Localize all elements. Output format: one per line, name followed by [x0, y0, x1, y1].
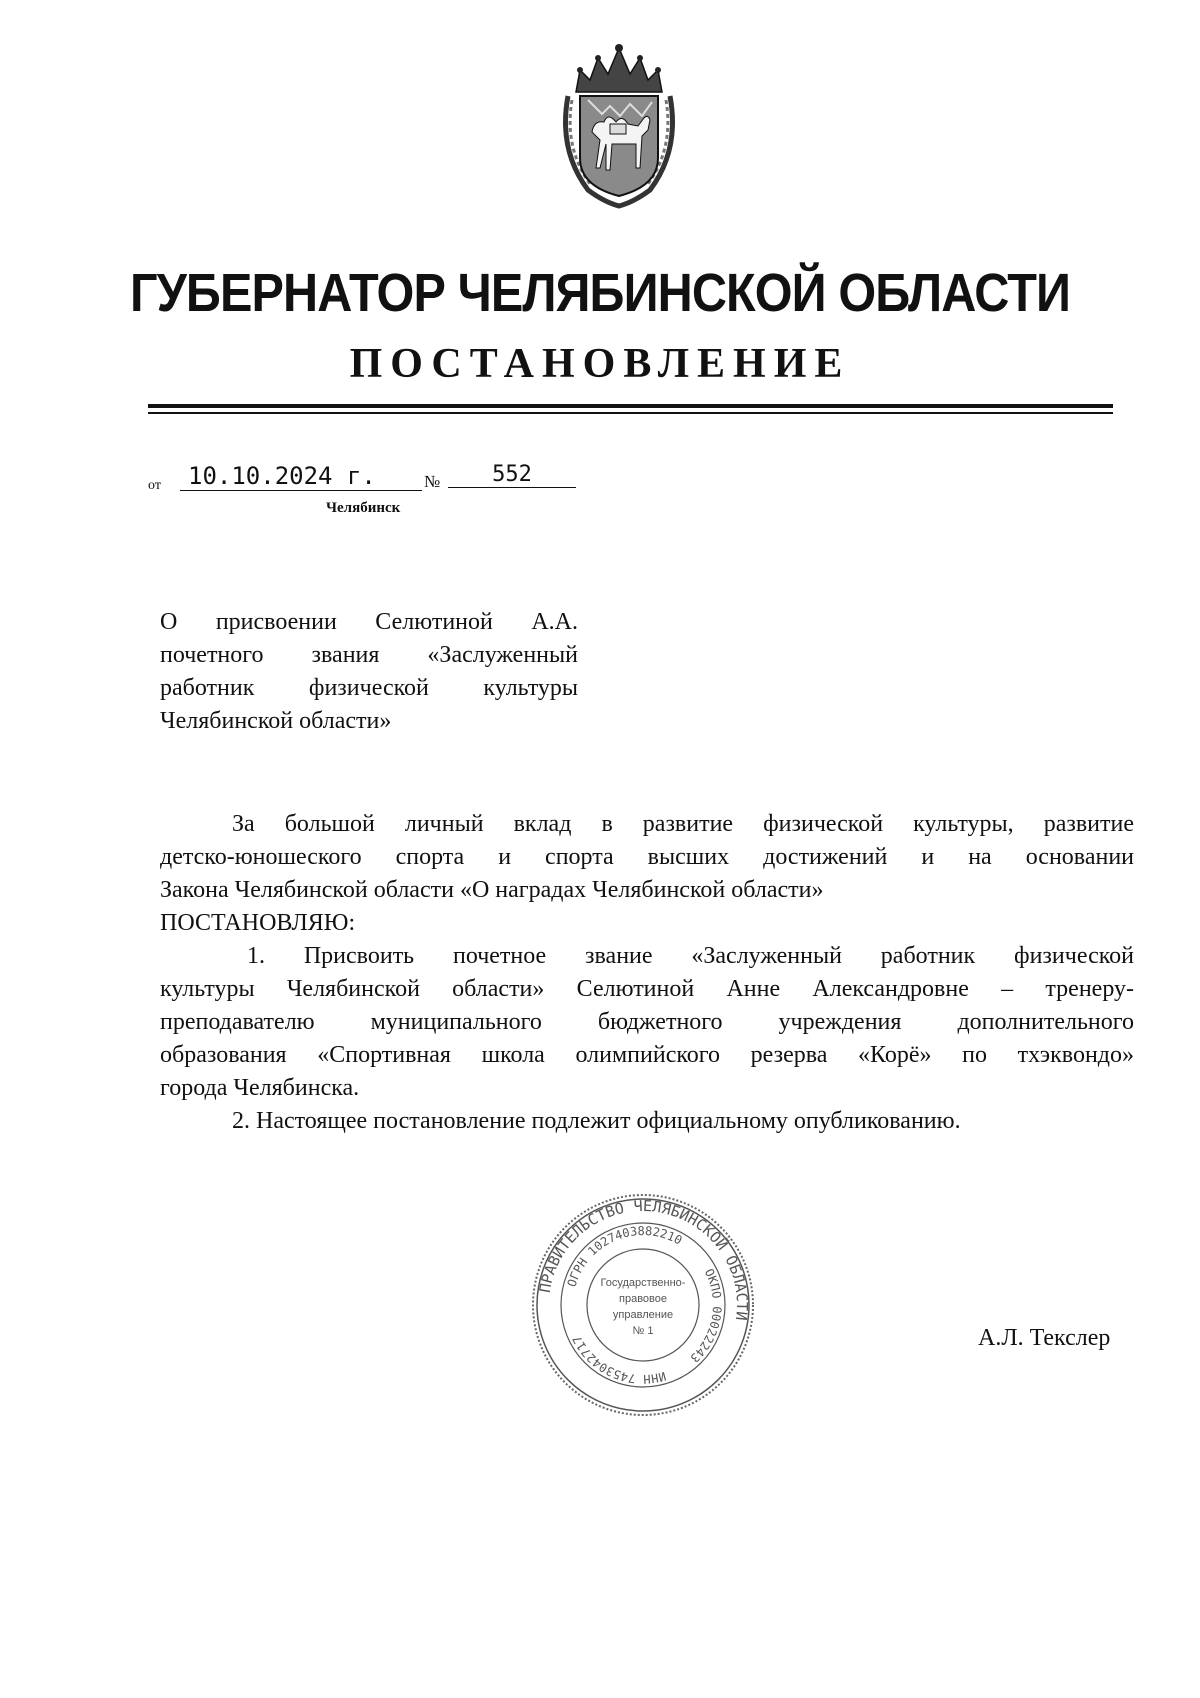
stamp-inner-line: управление: [612, 1309, 674, 1321]
body-text: [160, 808, 1134, 1138]
document-number: 552: [448, 462, 576, 488]
subject-line: работник физической культуры: [160, 675, 578, 701]
stamp-inner-line: № 1: [632, 1325, 654, 1337]
subject-line: О присвоении Селютиной А.А.: [160, 609, 578, 635]
header-rule-thin: [148, 412, 1113, 414]
body-line: культуры Челябинской области» Селютиной Анне Александровне – тренеру-: [160, 976, 1134, 1002]
header-rule-thick: [148, 404, 1113, 408]
stamp-outer-text: ПРАВИТЕЛЬСТВО ЧЕЛЯБИНСКОЙ ОБЛАСТИ: [535, 1196, 752, 1322]
stamp-inn: ИНН 7453042717: [569, 1333, 668, 1387]
signatory-name: А.Л. Текслер: [978, 1325, 1111, 1351]
body-line: За большой личный вклад в развитие физической культуры, развитие: [232, 811, 1134, 837]
body-line: 1. Присвоить почетное звание «Заслуженный работник физической: [247, 943, 1134, 969]
date-prefix-label: от: [148, 478, 161, 493]
coat-of-arms-emblem: [558, 40, 680, 210]
stamp-inner-line: Государственно-: [600, 1277, 686, 1289]
document-type-title: ПОСТАНОВЛЕНИЕ: [349, 341, 851, 387]
body-line: 2. Настоящее постановление подлежит официальному опубликованию.: [232, 1108, 961, 1134]
stamp-ogrn: ОГРН 1027403882210: [564, 1223, 685, 1289]
stamp-okpo: ОКПО 00022243: [687, 1266, 725, 1366]
body-line: Закона Челябинской области «О наградах Челябинской области»: [160, 877, 824, 903]
body-line: преподавателю муниципального бюджетного учреждения дополнительного: [160, 1009, 1134, 1035]
body-line: образования «Спортивная школа олимпийского резерва «Корё» по тхэквондо»: [160, 1042, 1134, 1068]
body-line: ПОСТАНОВЛЯЮ:: [160, 910, 356, 936]
body-line: города Челябинска.: [160, 1075, 360, 1101]
city-label: Челябинск: [326, 500, 401, 516]
stamp-inner-line: правовое: [619, 1293, 667, 1305]
subject-line: почетного звания «Заслуженный: [160, 642, 578, 668]
official-stamp: [530, 1192, 756, 1418]
authority-title: ГУБЕРНАТОР ЧЕЛЯБИНСКОЙ ОБЛАСТИ: [129, 263, 1071, 323]
body-line: детско-юношеского спорта и спорта высших достижений и на основании: [160, 844, 1134, 870]
number-prefix-label: №: [424, 472, 441, 491]
subject-block: [160, 606, 578, 738]
subject-line: Челябинской области»: [160, 708, 392, 734]
document-date: 10.10.2024 г.: [180, 462, 422, 491]
